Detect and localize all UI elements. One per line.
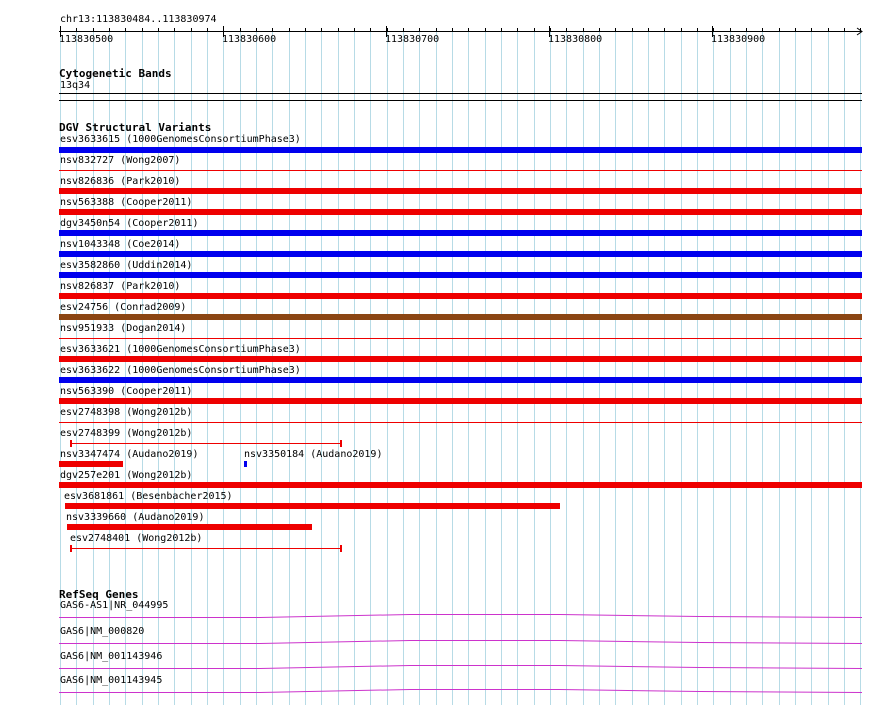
variant-feature[interactable] — [59, 338, 862, 339]
variant-label[interactable]: nsv1043348 (Coe2014) — [60, 239, 181, 250]
variant-label[interactable]: nsv832727 (Wong2007) — [60, 155, 181, 166]
variant-feature[interactable] — [59, 482, 862, 488]
variant-label[interactable]: esv3681861 (Besenbacher2015) — [64, 491, 233, 502]
variant-label[interactable]: nsv3347474 (Audano2019) — [60, 449, 199, 460]
gene-label[interactable]: GAS6|NM_001143945 — [60, 675, 163, 686]
cytoband-line-top — [59, 93, 862, 94]
variant-label[interactable]: dgv3450n54 (Cooper2011) — [60, 218, 199, 229]
cytoband-track-title: Cytogenetic Bands — [59, 67, 172, 80]
variant-label[interactable]: esv2748398 (Wong2012b) — [60, 407, 193, 418]
variant-feature[interactable] — [67, 524, 312, 530]
cytoband-line-bottom — [59, 100, 862, 101]
ruler-tick-label: 113830900 — [711, 34, 766, 45]
gene-model[interactable] — [0, 636, 890, 646]
gene-model[interactable] — [0, 685, 890, 695]
variant-feature[interactable] — [59, 398, 862, 404]
variant-feature[interactable] — [59, 170, 862, 171]
variant-cap-start — [70, 440, 72, 447]
refseq-track-title: RefSeq Genes — [59, 588, 139, 601]
position-label: chr13:113830484..113830974 — [60, 14, 217, 25]
variant-feature[interactable] — [59, 293, 862, 299]
variant-feature[interactable] — [59, 209, 862, 215]
variant-label[interactable]: esv3633621 (1000GenomesConsortiumPhase3) — [60, 344, 301, 355]
variant-feature[interactable] — [59, 230, 862, 236]
variant-label[interactable]: esv2748401 (Wong2012b) — [70, 533, 203, 544]
variant-feature[interactable] — [244, 461, 247, 467]
gene-label[interactable]: GAS6-AS1|NR_044995 — [60, 600, 169, 611]
variant-label[interactable]: dgv257e201 (Wong2012b) — [60, 470, 193, 481]
variant-feature[interactable] — [59, 314, 862, 320]
variant-label[interactable]: nsv3350184 (Audano2019) — [244, 449, 383, 460]
ruler-tick-label: 113830700 — [385, 34, 440, 45]
gene-model[interactable] — [0, 661, 890, 671]
variant-label[interactable]: esv3633622 (1000GenomesConsortiumPhase3) — [60, 365, 301, 376]
variant-feature[interactable] — [59, 147, 862, 153]
ruler-tick-label: 113830800 — [548, 34, 603, 45]
variant-label[interactable]: esv3582860 (Uddin2014) — [60, 260, 193, 271]
ruler-tick-label: 113830600 — [222, 34, 277, 45]
variant-label[interactable]: esv2748399 (Wong2012b) — [60, 428, 193, 439]
ruler-tick-label: 113830500 — [59, 34, 114, 45]
gene-label[interactable]: GAS6|NM_001143946 — [60, 651, 163, 662]
variant-feature[interactable] — [59, 422, 862, 423]
variant-label[interactable]: esv3633615 (1000GenomesConsortiumPhase3) — [60, 134, 301, 145]
variant-label[interactable]: nsv826837 (Park2010) — [60, 281, 181, 292]
variant-feature[interactable] — [59, 251, 862, 257]
variant-cap-end — [340, 545, 342, 552]
variant-feature[interactable] — [71, 443, 341, 444]
variant-label[interactable]: nsv951933 (Dogan2014) — [60, 323, 187, 334]
variant-label[interactable]: nsv563388 (Cooper2011) — [60, 197, 193, 208]
variant-feature[interactable] — [71, 548, 341, 549]
variant-cap-start — [70, 545, 72, 552]
gene-label[interactable]: GAS6|NM_000820 — [60, 626, 145, 637]
cytoband-label: 13q34 — [60, 80, 91, 91]
variant-label[interactable]: nsv826836 (Park2010) — [60, 176, 181, 187]
variant-label[interactable]: nsv3339660 (Audano2019) — [66, 512, 205, 523]
variant-feature[interactable] — [59, 356, 862, 362]
variant-label[interactable]: esv24756 (Conrad2009) — [60, 302, 187, 313]
variant-feature[interactable] — [59, 377, 862, 383]
variant-feature[interactable] — [59, 188, 862, 194]
variant-label[interactable]: nsv563390 (Cooper2011) — [60, 386, 193, 397]
variant-feature[interactable] — [59, 272, 862, 278]
variant-feature[interactable] — [65, 503, 560, 509]
dgv-track-title: DGV Structural Variants — [59, 121, 212, 134]
variant-cap-end — [340, 440, 342, 447]
variant-feature[interactable] — [59, 461, 123, 467]
gene-model[interactable] — [0, 610, 890, 620]
